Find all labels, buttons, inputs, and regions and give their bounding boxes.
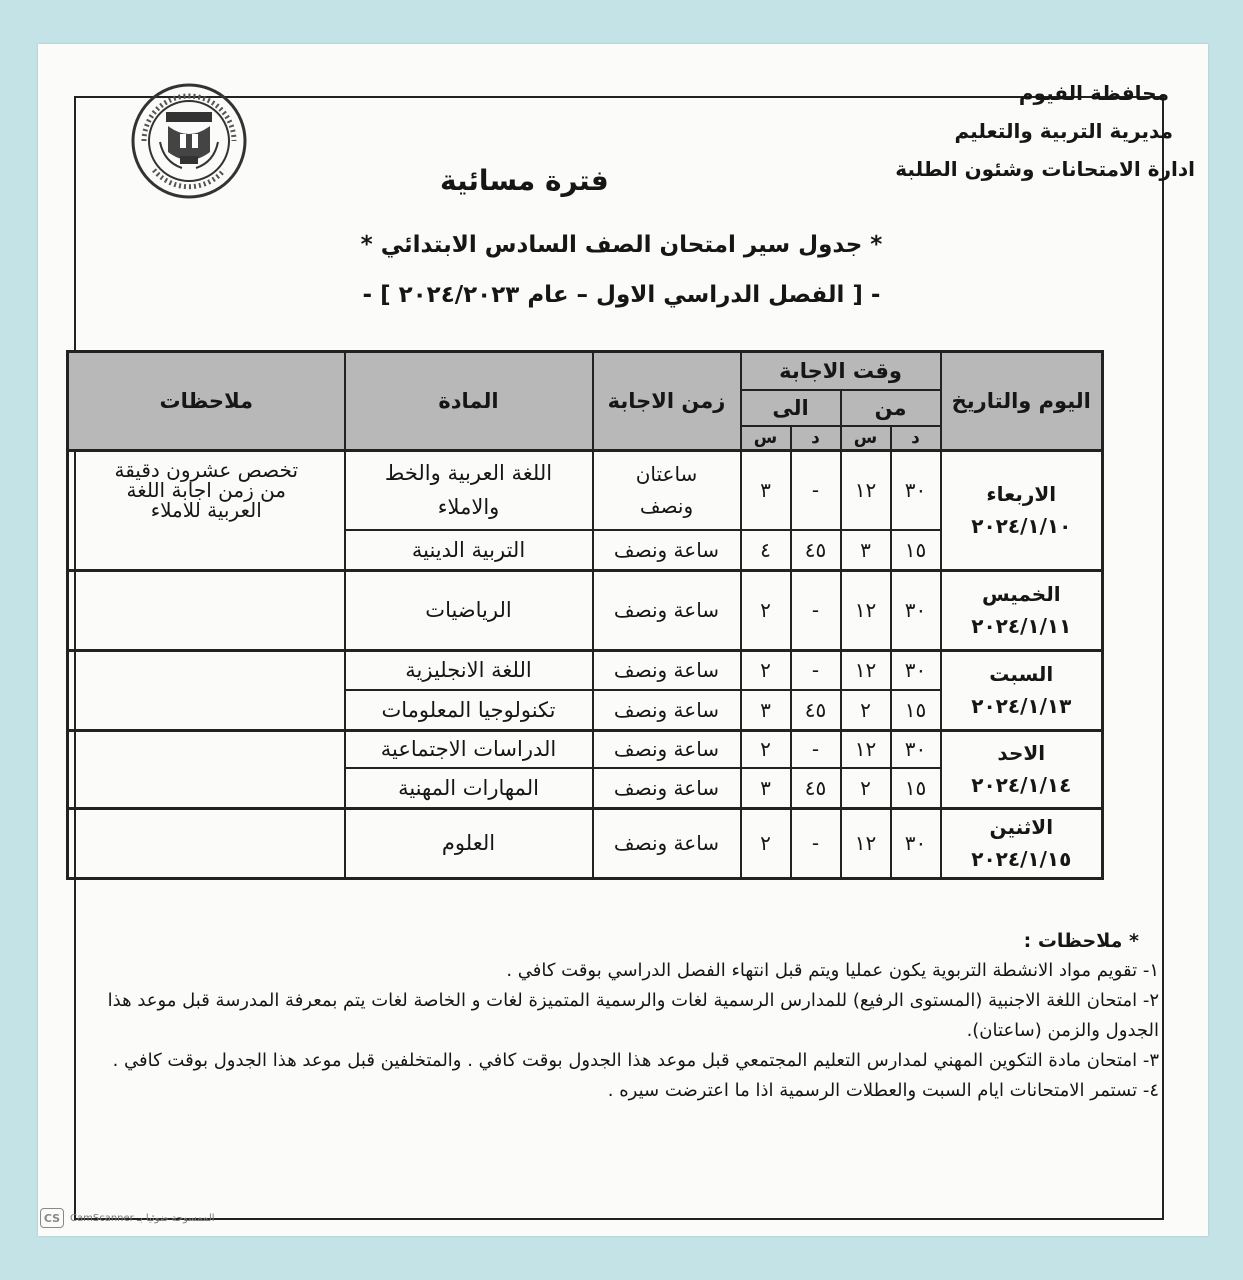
from-minute: ٣٠ bbox=[891, 570, 941, 650]
exam-department-seal-icon bbox=[130, 82, 248, 200]
note-cell bbox=[68, 650, 345, 730]
duration-cell: ساعة ونصف bbox=[593, 570, 741, 650]
to-minute: - bbox=[791, 808, 841, 878]
header-day-date: اليوم والتاريخ bbox=[941, 352, 1103, 451]
day-name: الخميس bbox=[981, 582, 1061, 606]
header-authority bbox=[895, 74, 1195, 188]
header-to: الى bbox=[741, 390, 841, 426]
day-name: الاربعاء bbox=[986, 482, 1057, 506]
note-item: ٤- تستمر الامتحانات ايام السبت والعطلات الرسمية اذا ما اعترضت سيره . bbox=[607, 1080, 1159, 1101]
to-minute: - bbox=[791, 570, 841, 650]
header-answer-time: وقت الاجابة bbox=[741, 352, 941, 390]
subject-cell: الرياضيات bbox=[345, 570, 593, 650]
subject-cell: العلوم bbox=[345, 808, 593, 878]
note-item: ٢- امتحان اللغة الاجنبية (المستوى الرفيع) للمدارس الرسمية لغات والرسمية المتميزة لغات و الخاصة لغات يتم بمعرفة المدرسة قبل موعد هذا الجدول والزمن (ساعتان). bbox=[107, 990, 1159, 1041]
day-date: ٢٠٢٤/١/١٤ bbox=[971, 773, 1072, 797]
from-minute: ٣٠ bbox=[891, 450, 941, 530]
day-name: الاحد bbox=[997, 741, 1046, 765]
camscanner-logo-icon: CS bbox=[40, 1208, 64, 1228]
to-hour: ٣ bbox=[741, 450, 791, 530]
from-hour: ٢ bbox=[841, 768, 891, 808]
from-hour: ١٢ bbox=[841, 450, 891, 530]
day-date: ٢٠٢٤/١/١٥ bbox=[971, 847, 1072, 871]
duration-cell: ساعة ونصف bbox=[593, 730, 741, 768]
to-minute: - bbox=[791, 730, 841, 768]
to-hour: ٢ bbox=[741, 808, 791, 878]
note-cell bbox=[68, 808, 345, 878]
header-duration: زمن الاجابة bbox=[593, 352, 741, 451]
from-hour: ٢ bbox=[841, 690, 891, 730]
from-hour: ١٢ bbox=[841, 650, 891, 690]
exam-schedule-table bbox=[66, 350, 1104, 880]
directorate-label: مديرية التربية والتعليم bbox=[954, 119, 1173, 143]
camscanner-watermark bbox=[40, 1208, 215, 1228]
to-hour: ٣ bbox=[741, 690, 791, 730]
header-from-hour: س bbox=[841, 426, 891, 451]
from-hour: ٣ bbox=[841, 530, 891, 570]
to-hour: ٣ bbox=[741, 768, 791, 808]
header-subject: المادة bbox=[345, 352, 593, 451]
table-row bbox=[68, 450, 1103, 530]
note-cell: تخصص عشرون دقيقة من زمن اجابة اللغة العربية للاملاء bbox=[68, 450, 345, 570]
to-minute: ٤٥ bbox=[791, 768, 841, 808]
header-to-hour: س bbox=[741, 426, 791, 451]
to-hour: ٢ bbox=[741, 570, 791, 650]
subject-cell: اللغة العربية والخط والاملاء bbox=[345, 450, 593, 530]
from-minute: ٣٠ bbox=[891, 730, 941, 768]
day-cell bbox=[941, 650, 1103, 730]
duration-cell: ساعة ونصف bbox=[593, 690, 741, 730]
to-minute: ٤٥ bbox=[791, 530, 841, 570]
to-hour: ٢ bbox=[741, 650, 791, 690]
to-minute: ٤٥ bbox=[791, 690, 841, 730]
duration-cell: ساعة ونصف bbox=[593, 808, 741, 878]
camscanner-text: الممسوحة ضوئيا بـ CamScanner bbox=[70, 1212, 215, 1224]
subject-cell: التربية الدينية bbox=[345, 530, 593, 570]
day-date: ٢٠٢٤/١/١١ bbox=[971, 614, 1072, 638]
subject-cell: اللغة الانجليزية bbox=[345, 650, 593, 690]
day-date: ٢٠٢٤/١/١٣ bbox=[971, 694, 1072, 718]
duration-cell: ساعة ونصف bbox=[593, 530, 741, 570]
notes-heading: * ملاحظات : bbox=[1023, 930, 1139, 952]
governorate-label: محافظة الفيوم bbox=[1018, 81, 1169, 105]
table-row bbox=[68, 808, 1103, 878]
schedule-title: * جدول سير امتحان الصف السادس الابتدائي * bbox=[360, 232, 883, 258]
period-label: فترة مسائية bbox=[440, 164, 609, 197]
from-hour: ١٢ bbox=[841, 570, 891, 650]
from-minute: ١٥ bbox=[891, 690, 941, 730]
from-hour: ١٢ bbox=[841, 730, 891, 768]
header-from-min: د bbox=[891, 426, 941, 451]
note-item: ١- تقويم مواد الانشطة التربوية يكون عمليا ويتم قبل انتهاء الفصل الدراسي بوقت كافي . bbox=[506, 960, 1159, 981]
day-cell bbox=[941, 808, 1103, 878]
to-minute: - bbox=[791, 450, 841, 530]
day-cell bbox=[941, 450, 1103, 570]
table-row bbox=[68, 730, 1103, 768]
department-label: ادارة الامتحانات وشئون الطلبة bbox=[895, 157, 1195, 181]
day-name: الاثنين bbox=[989, 815, 1054, 839]
from-minute: ٣٠ bbox=[891, 808, 941, 878]
day-cell bbox=[941, 730, 1103, 808]
notes-section bbox=[86, 926, 1159, 1106]
duration-cell: ساعة ونصف bbox=[593, 768, 741, 808]
to-hour: ٢ bbox=[741, 730, 791, 768]
header-from: من bbox=[841, 390, 941, 426]
note-cell bbox=[68, 730, 345, 808]
table-row bbox=[68, 570, 1103, 650]
to-minute: - bbox=[791, 650, 841, 690]
note-item: ٣- امتحان مادة التكوين المهني لمدارس التعليم المجتمعي قبل موعد هذا الجدول بوقت كافي . والمتخلفين قبل موعد هذا الجدول بوقت كافي . bbox=[112, 1050, 1159, 1071]
subject-cell: الدراسات الاجتماعية bbox=[345, 730, 593, 768]
day-date: ٢٠٢٤/١/١٠ bbox=[971, 514, 1072, 538]
day-name: السبت bbox=[989, 662, 1054, 686]
from-minute: ٣٠ bbox=[891, 650, 941, 690]
from-minute: ١٥ bbox=[891, 530, 941, 570]
duration-cell: ساعة ونصف bbox=[593, 650, 741, 690]
note-cell bbox=[68, 570, 345, 650]
header-notes: ملاحظات bbox=[68, 352, 345, 451]
semester-title: - [ الفصل الدراسي الاول – عام ٢٠٢٤/٢٠٢٣ ] - bbox=[362, 282, 881, 308]
from-minute: ١٥ bbox=[891, 768, 941, 808]
to-hour: ٤ bbox=[741, 530, 791, 570]
table-row bbox=[68, 650, 1103, 690]
duration-cell: ساعتان ونصف bbox=[593, 450, 741, 530]
subject-cell: المهارات المهنية bbox=[345, 768, 593, 808]
header-to-min: د bbox=[791, 426, 841, 451]
subject-cell: تكنولوجيا المعلومات bbox=[345, 690, 593, 730]
from-hour: ١٢ bbox=[841, 808, 891, 878]
day-cell bbox=[941, 570, 1103, 650]
